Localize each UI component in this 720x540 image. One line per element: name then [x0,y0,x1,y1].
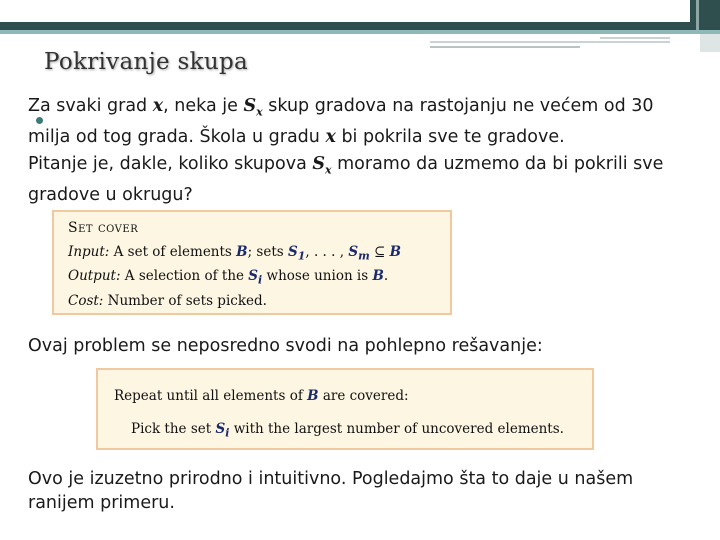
text-run: Pick the set [131,421,216,437]
text-run: , . . . , [305,244,349,260]
text-run: ; sets [247,244,288,260]
text-run: A set of elements [109,244,237,260]
text-run: A selection of the [120,268,249,284]
math-symbol: S [348,244,359,260]
math-var-si [215,421,230,440]
text-run: Number of sets picked. [103,293,267,309]
header-accent-stripe [0,30,720,34]
math-var-si [248,268,263,287]
cost-label: Cost: [68,293,104,309]
text-run: are covered: [318,388,409,404]
math-subscript: i [225,426,230,440]
math-subscript: 1 [297,249,306,263]
math-symbol: S [287,244,298,260]
algorithm-line-repeat [114,388,409,404]
math-var-sx [243,96,263,119]
text-run: with the largest number of uncovered elements. [229,421,564,437]
text-run: skup gradova na rastojanju ne većem od 30 milja od tog grada. Škola u gradu [28,96,654,147]
text-run: Repeat until all elements of [114,388,308,404]
math-var-b: B [389,244,402,260]
text-run: , neka je [163,96,244,116]
subset-symbol: ⊆ [369,244,390,260]
math-symbol: S [248,268,259,284]
math-subscript: i [258,273,263,287]
greedy-algorithm-box [96,368,594,450]
math-var-x: x [325,126,336,147]
math-subscript: x [256,105,263,119]
math-var-x: x [152,96,164,116]
math-var-b: B [307,388,319,404]
decorative-line [430,41,670,43]
math-var-sm [348,244,370,263]
math-symbol: S [243,96,257,116]
paragraph-greedy-intro: Ovaj problem se neposredno svodi na pohlepno rešavanje: [28,336,543,356]
output-label: Output: [68,268,121,284]
math-subscript: m [358,249,370,263]
decorative-block [700,34,720,52]
text-run: Pitanje je, dakle, koliko skupova [28,154,313,174]
header-bar [0,22,690,30]
text-run: whose union is [262,268,373,284]
cost-line [68,293,267,309]
decorative-line [600,37,670,39]
output-line [68,268,388,287]
math-var-s1 [287,244,306,263]
set-cover-heading: Set cover [68,220,139,236]
input-line [68,244,401,263]
math-subscript: x [325,163,332,177]
input-label: Input: [68,244,110,260]
math-var-b: B [236,244,248,260]
math-symbol: S [312,154,325,174]
paragraph-definition [28,94,698,149]
text-run: moramo da uzmemo da bi pokrili sve gradove u okrugu? [28,154,664,205]
header-corner-block [690,0,720,30]
text-run: . [383,268,389,284]
text-run: Za svaki grad [28,96,153,116]
paragraph-conclusion: Ovo je izuzetno prirodno i intuitivno. Pogledajmo šta to daje u našem ranijem primeru. [28,469,634,513]
math-var-sx [312,154,332,177]
text-run: bi pokrila sve te gradove. [335,126,565,147]
slide-title: Pokrivanje skupa [44,49,249,75]
set-cover-definition-box [52,210,452,315]
math-symbol: S [215,421,226,437]
decorative-line [430,46,580,48]
paragraph-question [28,152,698,207]
math-var-b: B [372,268,384,284]
algorithm-line-pick [131,421,564,440]
